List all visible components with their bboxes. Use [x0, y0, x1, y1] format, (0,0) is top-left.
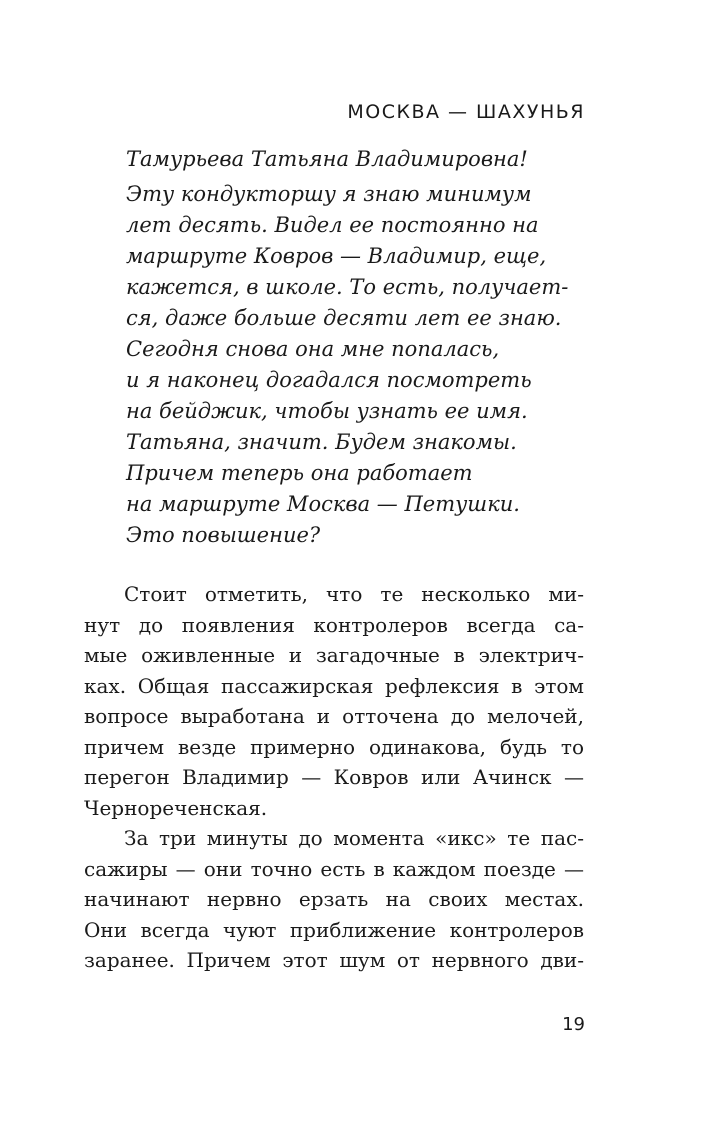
text-line: Они всегда чуют приближение контролеров [84, 917, 584, 942]
text-line: ках. Общая пассажирская рефлексия в этом [84, 673, 584, 698]
text-line: мые оживленные и загадочные в электрич- [84, 643, 584, 667]
text-line: начинают нервно ерзать на своих местах. [84, 887, 584, 911]
quote-line: Причем теперь она работает [126, 461, 473, 485]
quote-line: и я наконец догадался посмотреть [126, 368, 532, 392]
text-line: Стоит отметить, что те несколько ми- [124, 582, 584, 606]
paragraph-2 [84, 823, 584, 976]
quote-line: лет десять. Видел ее постоянно на [126, 213, 539, 237]
text-line: заранее. Причем этот шум от нервного дви- [84, 948, 584, 972]
running-header: МОСКВА — ШАХУНЬЯ [347, 101, 585, 123]
page-number: 19 [562, 1014, 585, 1035]
text-line: сажиры — они точно есть в каждом поезде — [84, 856, 584, 881]
quote-line: Эту кондукторшу я знаю минимум [126, 182, 532, 206]
text-line: причем везде примерно одинакова, будь то [84, 734, 584, 759]
text-line: перегон Владимир — Ковров или Ачинск — [84, 765, 584, 789]
quote-line: Это повышение? [126, 523, 321, 547]
quote-line: на бейджик, чтобы узнать ее имя. [126, 399, 528, 423]
text-line: вопросе выработана и отточена до мелочей, [84, 704, 584, 728]
quote-line: на маршруте Москва — Петушки. [126, 492, 520, 516]
text-line: За три минуты до момента «икс» те пас- [124, 826, 584, 850]
quote-line: маршруте Ковров — Владимир, еще, [126, 244, 547, 268]
quote-line: ся, даже больше десяти лет ее знаю. [126, 306, 562, 330]
quote-line: Татьяна, значит. Будем знакомы. [126, 430, 517, 454]
paragraph-1 [84, 579, 584, 823]
quote-line: Сегодня снова она мне попалась, [126, 337, 500, 361]
diary-quote [126, 145, 596, 551]
text-line: нут до появления контролеров всегда са- [84, 612, 584, 637]
quote-line: кажется, в школе. То есть, получает- [126, 275, 569, 299]
text-line: Чернореченская. [84, 795, 268, 820]
body-text [84, 579, 584, 976]
quote-greeting: Тамурьева Татьяна Владимировна! [126, 147, 528, 171]
